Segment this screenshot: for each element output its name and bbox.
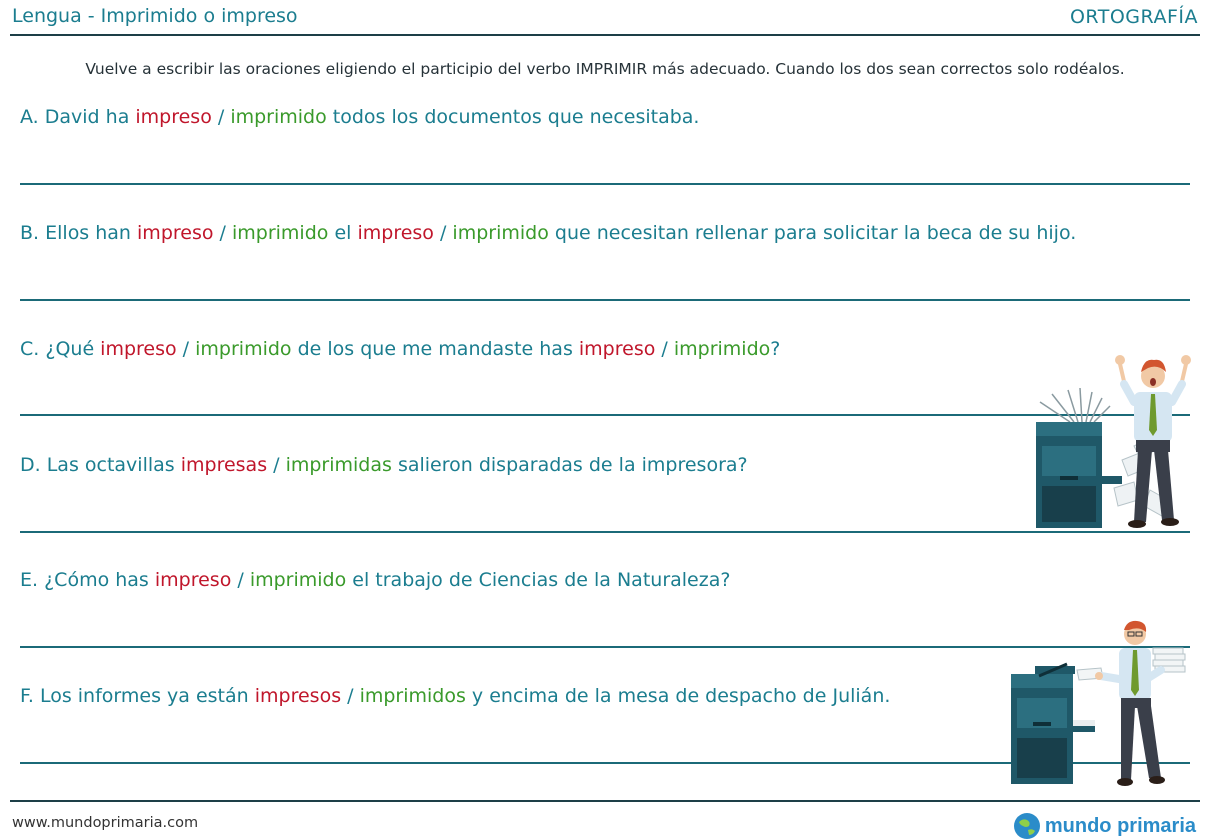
question-letter: D. — [20, 454, 41, 476]
question-text: Las octavillas — [46, 454, 181, 476]
question-c — [20, 338, 780, 360]
option-imprimidos[interactable]: imprimidos — [359, 685, 466, 707]
option-separator: / — [231, 569, 250, 591]
brand-name: mundo primaria — [1044, 814, 1196, 837]
question-text: y encima de la mesa de despacho de Julián. — [465, 685, 891, 707]
option-impreso[interactable]: impreso — [357, 222, 434, 244]
footer-divider — [10, 800, 1200, 802]
option-impreso[interactable]: impreso — [154, 569, 232, 591]
brand-logo[interactable] — [1013, 812, 1196, 840]
option-impreso[interactable]: impreso — [578, 338, 656, 360]
printer-office-illustration — [1005, 618, 1195, 788]
option-imprimido[interactable]: imprimido — [231, 222, 329, 244]
question-text: ¿Qué — [45, 338, 101, 360]
question-text: salieron disparadas de la impresora? — [391, 454, 748, 476]
option-imprimidas[interactable]: imprimidas — [285, 454, 392, 476]
globe-icon — [1013, 812, 1041, 840]
header-divider — [10, 34, 1200, 36]
option-imprimido[interactable]: imprimido — [195, 338, 292, 360]
question-e — [20, 569, 730, 591]
worksheet-subject: Lengua - Imprimido o impreso — [12, 5, 298, 27]
question-text: ? — [770, 338, 781, 360]
option-separator: / — [213, 222, 232, 244]
question-letter: E. — [20, 569, 39, 591]
option-separator: / — [433, 222, 453, 244]
question-letter: A. — [20, 106, 39, 128]
option-impresos[interactable]: impresos — [254, 685, 342, 707]
option-impresas[interactable]: impresas — [180, 454, 268, 476]
option-imprimido[interactable]: imprimido — [249, 569, 347, 591]
option-separator: / — [655, 338, 674, 360]
option-impreso[interactable]: impreso — [100, 338, 177, 360]
option-impreso[interactable]: impreso — [137, 222, 214, 244]
question-text: el trabajo de Ciencias de la Naturaleza? — [346, 569, 731, 591]
instructions: Vuelve a escribir las oraciones eligiendo el participio del verbo IMPRIMIR más adecuado. Cuando los dos sean correctos solo rodéalos. — [85, 60, 1125, 78]
question-text: el — [328, 222, 358, 244]
option-impreso[interactable]: impreso — [135, 106, 212, 128]
question-a — [20, 106, 699, 128]
question-letter: F. — [20, 685, 34, 707]
question-text: todos los documentos que necesitaba. — [326, 106, 700, 128]
answer-line-b[interactable] — [20, 299, 1190, 301]
question-text: David ha — [44, 106, 136, 128]
option-separator: / — [267, 454, 286, 476]
question-text: ¿Cómo has — [44, 569, 155, 591]
footer-url[interactable]: www.mundoprimaria.com — [12, 815, 199, 831]
question-letter: C. — [20, 338, 40, 360]
answer-line-d[interactable] — [20, 531, 1190, 533]
question-d — [20, 454, 748, 476]
option-separator: / — [341, 685, 360, 707]
option-imprimido[interactable]: imprimido — [673, 338, 771, 360]
question-f — [20, 685, 890, 707]
answer-line-c[interactable] — [20, 414, 1190, 416]
option-separator: / — [211, 106, 231, 128]
question-letter: B. — [20, 222, 40, 244]
option-imprimido[interactable]: imprimido — [230, 106, 327, 128]
answer-line-a[interactable] — [20, 183, 1190, 185]
question-text: Ellos han — [45, 222, 138, 244]
option-separator: / — [176, 338, 196, 360]
question-text: de los que me mandaste has — [291, 338, 579, 360]
question-text: que necesitan rellenar para solicitar la beca de su hijo. — [548, 222, 1077, 244]
question-text: Los informes ya están — [39, 685, 255, 707]
option-imprimido[interactable]: imprimido — [452, 222, 549, 244]
worksheet-category: ORTOGRAFÍA — [1069, 6, 1198, 28]
panicked-printer-illustration — [1030, 350, 1195, 532]
question-b — [20, 222, 1076, 244]
